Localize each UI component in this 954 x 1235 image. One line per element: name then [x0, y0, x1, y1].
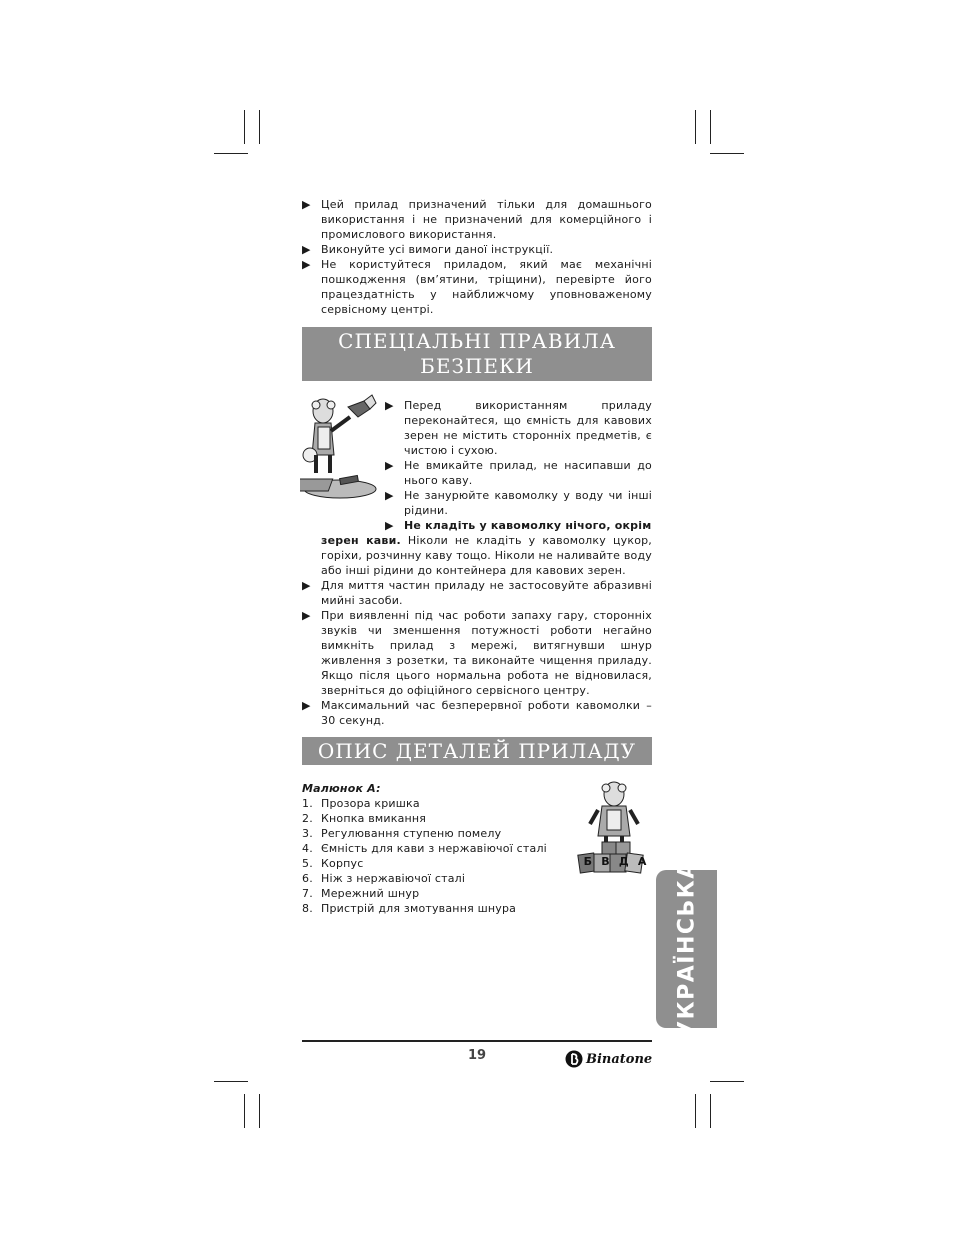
section-title-line: БЕЗПЕКИ	[420, 354, 534, 378]
triangle-bullet-icon: ▶	[302, 243, 311, 256]
list-item: 3. Регулювання ступеню помелу	[302, 827, 502, 840]
footer-divider	[302, 1040, 652, 1042]
bullet-item: ▶ При виявленні під час роботи запаху гару, сторонніх звуків чи зменшення потужності роботи негайно вимкніть прилад з мережі, витягнувши шнур живлення з розетки, та виконайте чищення приладу. Якщо після цього нормальна робота не відновилася, зверніться до офіційного сервісного центру.	[302, 609, 652, 697]
binatone-logo-icon	[565, 1050, 583, 1068]
crop-mark	[214, 153, 248, 154]
language-tab	[656, 860, 717, 1038]
chef-illustration-icon	[300, 393, 380, 503]
section-header-parts	[302, 737, 652, 765]
list-item: 6. Ніж з нержавіючої сталі	[302, 872, 466, 885]
brand-name: Binatone	[586, 1051, 653, 1067]
safety-bullet-list-inset	[385, 398, 652, 533]
brand-logo	[565, 1050, 652, 1068]
list-item: 1. Прозора кришка	[302, 797, 420, 810]
list-item: 8. Пристрій для змотування шнура	[302, 902, 517, 915]
crop-mark	[695, 1094, 696, 1128]
bullet-item: ▶ Цей прилад призначений тільки для домашнього використання і не призначений для комерційного і промислового використання.	[302, 198, 652, 241]
triangle-bullet-icon: ▶	[302, 198, 311, 211]
crop-mark	[259, 110, 260, 144]
crop-mark	[710, 110, 711, 144]
block-letter: Б	[583, 855, 592, 868]
list-item: 2. Кнопка вмикання	[302, 812, 427, 825]
list-item: 5. Корпус	[302, 857, 364, 870]
triangle-bullet-icon: ▶	[385, 459, 394, 472]
crop-mark	[244, 1094, 245, 1128]
crop-mark	[710, 1094, 711, 1128]
bullet-item: ▶ Не вмикайте прилад, не насипавши до нього каву.	[385, 459, 652, 487]
crop-mark	[710, 153, 744, 154]
bullet-item: ▶ Не користуйтеся приладом, який має механічні пошкодження (вм’ятини, тріщини), перевірте його працездатність у найближчому уповноваженому сервісному центрі.	[302, 258, 652, 316]
blocks-letters	[579, 855, 651, 868]
block-letter: Д	[618, 855, 629, 868]
section-header-safety	[302, 327, 652, 381]
list-item: 7. Мережний шнур	[302, 887, 420, 900]
crop-mark	[259, 1094, 260, 1128]
block-letter: А	[637, 855, 647, 868]
crop-mark	[695, 110, 696, 144]
intro-bullet-list	[302, 197, 652, 317]
bullet-item: ▶ Не занурюйте кавомолку у воду чи інші рідини.	[385, 489, 652, 517]
crop-mark	[214, 1081, 248, 1082]
figure-label: Малюнок A:	[302, 782, 381, 795]
block-letter: В	[601, 855, 610, 868]
parts-section	[302, 781, 562, 916]
language-tab-label: УКРАЇНСЬКА	[674, 860, 699, 1038]
crop-mark	[710, 1081, 744, 1082]
bullet-item: ▶ Виконуйте усі вимоги даної інструкції.	[302, 243, 554, 256]
triangle-bullet-icon: ▶	[385, 489, 394, 502]
triangle-bullet-icon: ▶	[302, 609, 311, 622]
safety-paragraph: зерен кави. Ніколи не кладіть у кавомолку цукор, горіхи, розчинну каву тощо. Ніколи не наливайте воду або інші рідини до контейнера для кавових зерен.	[321, 534, 652, 577]
page-number: 19	[467, 1048, 487, 1063]
triangle-bullet-icon: ▶	[385, 519, 394, 532]
triangle-bullet-icon: ▶	[385, 399, 394, 412]
bullet-item: ▶ Для миття частин приладу не застосовуйте абразивні мийні засоби.	[302, 579, 652, 607]
list-item: 4. Ємність для кави з нержавіючої сталі	[302, 842, 547, 855]
section-title: ОПИС ДЕТАЛЕЙ ПРИЛАДУ	[317, 739, 637, 763]
triangle-bullet-icon: ▶	[302, 699, 311, 712]
section-title-line: СПЕЦІАЛЬНІ ПРАВИЛА	[338, 329, 616, 353]
bullet-item: ▶ Перед використанням приладу переконайтеся, що ємність для кавових зерен не містить сторонніх предметів, є чистою і сухою.	[385, 399, 652, 457]
triangle-bullet-icon: ▶	[302, 579, 311, 592]
crop-mark	[244, 110, 245, 144]
triangle-bullet-icon: ▶	[302, 258, 311, 271]
bullet-item: ▶ Максимальний час безперервної роботи кавомолки – 30 секунд.	[302, 699, 652, 727]
parts-list	[302, 796, 562, 916]
safety-bullet-list	[302, 578, 652, 728]
bullet-item: ▶ Не кладіть у кавомолку нічого, окрім	[385, 519, 652, 532]
